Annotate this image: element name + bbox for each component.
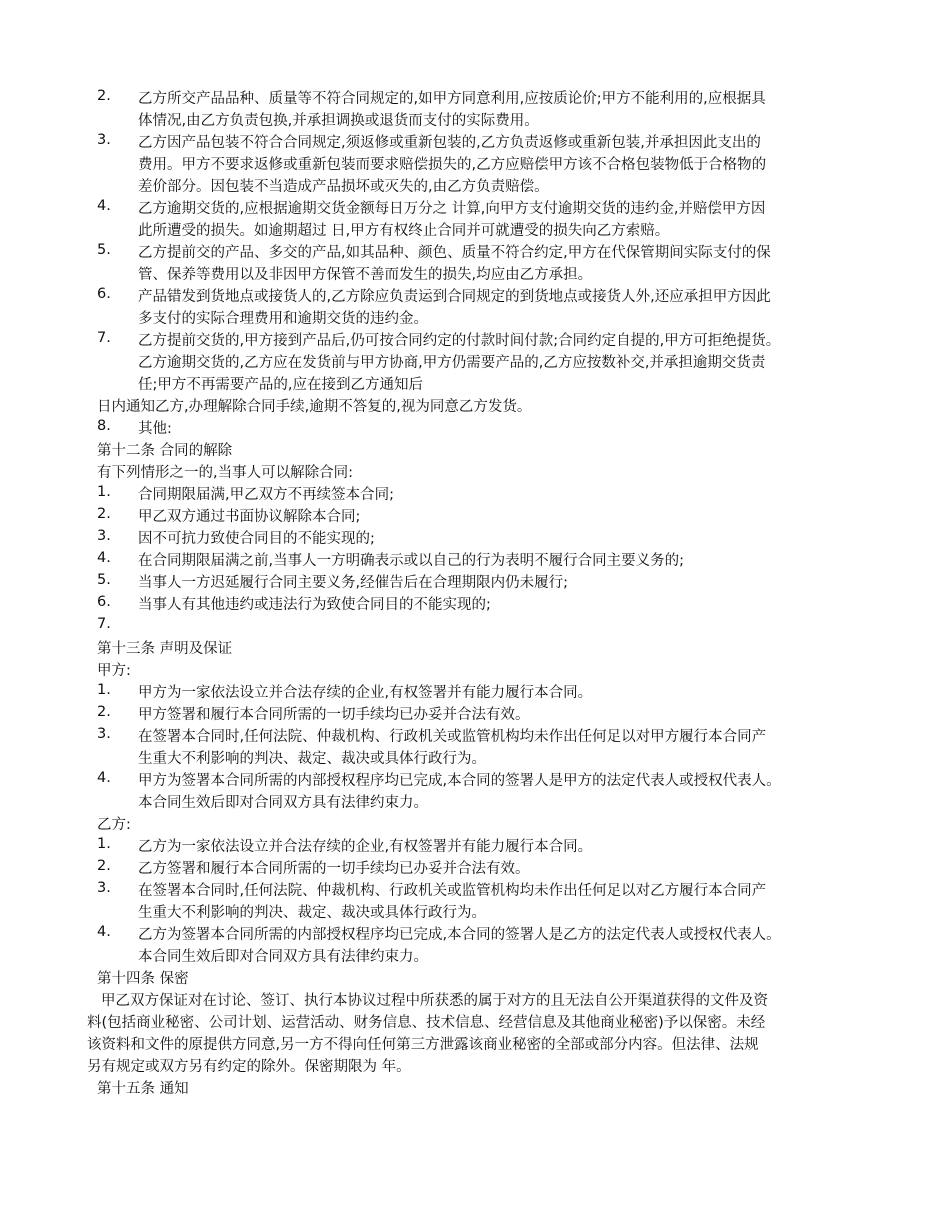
list-item (97, 880, 910, 924)
item-number: 3. (97, 880, 111, 896)
section-heading: 第十四条 保密 (97, 971, 189, 987)
text-line: 乙方所交产品品种、质量等不符合同规定的,如甲方同意利用,应按质论价;甲方不能利用的,应根据具 (138, 91, 766, 107)
text-line: 该资料和文件的原提供方同意,另一方不得向任何第三方泄露该商业秘密的全部或部分内容。但法律、法规 (87, 1037, 759, 1053)
text-line: 在签署本合同时,任何法院、仲裁机构、行政机关或监管机构均未作出任何足以对甲方履行本合同产 (138, 729, 767, 745)
item-text (138, 572, 910, 594)
item-number: 3. (97, 726, 111, 742)
item-number: 1. (97, 836, 111, 852)
item-number: 4. (97, 198, 111, 214)
item-number: 1. (97, 682, 111, 698)
item-text (138, 528, 910, 550)
text-line: 乙方为签署本合同所需的内部授权程序均已完成,本合同的签署人是乙方的法定代表人或授权代表人。 (138, 927, 781, 943)
text-line: 差价部分。因包装不当造成产品损坏或灭失的,由乙方负责赔偿。 (138, 179, 549, 195)
list-item (97, 594, 910, 616)
text-line: 生重大不利影响的判决、裁定、裁决或具体行政行为。 (138, 905, 486, 921)
item-text (138, 682, 910, 704)
item-text (138, 924, 910, 968)
item-number: 3. (97, 132, 111, 148)
item-text (138, 506, 910, 528)
item-number: 6. (97, 594, 111, 610)
text-line: 体情况,由乙方负责包换,并承担调换或退货而支付的实际费用。 (138, 113, 539, 129)
text-line: 甲方签署和履行本合同所需的一切手续均已办妥并合法有效。 (138, 707, 530, 723)
list-item (97, 88, 910, 132)
list-item (97, 286, 910, 330)
item-text (138, 484, 910, 506)
list-item (97, 572, 910, 594)
text-line: 产品错发到货地点或接货人的,乙方除应负责运到合同规定的到货地点或接货人外,还应承担甲方因此 (138, 289, 771, 305)
text-line: 乙方提前交货的,甲方接到产品后,仍可按合同约定的付款时间付款;合同约定自提的,甲方可拒绝提货。 (138, 333, 781, 349)
item-number: 2. (97, 506, 111, 522)
text-line: 多支付的实际合理费用和逾期交货的违约金。 (138, 311, 428, 327)
text-line: 管、保养等费用以及非因甲方保管不善而发生的损失,均应由乙方承担。 (138, 267, 593, 283)
text-line: 在合同期限届满之前,当事人一方明确表示或以自己的行为表明不履行合同主要义务的; (138, 553, 684, 569)
section-heading: 第十二条 合同的解除 (97, 443, 233, 459)
item-number: 8. (97, 418, 111, 434)
item-number: 3. (97, 528, 111, 544)
list-item (97, 528, 910, 550)
text-line: 当事人一方迟延履行合同主要义务,经催告后在合理期限内仍未履行; (138, 575, 568, 591)
item-number: 5. (97, 242, 111, 258)
list-item (97, 418, 910, 440)
item-number: 6. (97, 286, 111, 302)
text-line: 乙方为一家依法设立并合法存续的企业,有权签署并有能力履行本合同。 (138, 839, 593, 855)
party-label: 甲方: (97, 663, 131, 679)
list-item (97, 132, 910, 198)
list-item (97, 550, 910, 572)
text-line: 此所遭受的损失。如逾期超过 日,甲方有权终止合同并可就遭受的损失向乙方索赔。 (138, 223, 670, 239)
item-text (138, 550, 910, 572)
list-item (97, 198, 910, 242)
item-number: 4. (97, 550, 111, 566)
list-item (97, 506, 910, 528)
item-text (138, 858, 910, 880)
list-item (97, 726, 910, 770)
item-text (138, 242, 910, 286)
text-line: 乙方逾期交货的,应根据逾期交货金额每日万分之 计算,向甲方支付逾期交货的违约金,并赔偿甲方因 (138, 201, 766, 217)
list-item (97, 682, 910, 704)
item-number: 7. (97, 330, 111, 346)
item-number: 2. (97, 704, 111, 720)
item-number: 2. (97, 858, 111, 874)
text-line: 乙方提前交的产品、多交的产品,如其品种、颜色、质量不符合约定,甲方在代保管期间实际支付的保 (138, 245, 771, 261)
list-item (97, 858, 910, 880)
item-text (138, 594, 910, 616)
list-item (97, 704, 910, 726)
list-item (97, 770, 910, 814)
paragraph: 有下列情形之一的,当事人可以解除合同: (97, 465, 353, 481)
text-line: 任;甲方不再需要产品的,应在接到乙方通知后 (138, 377, 423, 393)
item-text (138, 616, 910, 638)
item-text (138, 198, 910, 242)
paragraph: 日内通知乙方,办理解除合同手续,逾期不答复的,视为同意乙方发货。 (97, 399, 532, 415)
text-line (138, 616, 910, 638)
text-line: 在签署本合同时,任何法院、仲裁机构、行政机关或监管机构均未作出任何足以对乙方履行本合同产 (138, 883, 767, 899)
party-label: 乙方: (97, 817, 131, 833)
text-line: 本合同生效后即对合同双方具有法律约束力。 (138, 795, 428, 811)
text-line: 乙方逾期交货的,乙方应在发货前与甲方协商,甲方仍需要产品的,乙方应按数补交,并承担逾期交货责 (138, 355, 766, 371)
item-number: 4. (97, 924, 111, 940)
list-item (97, 616, 910, 638)
text-line: 甲乙双方通过书面协议解除本合同; (138, 509, 361, 525)
item-text (138, 880, 910, 924)
text-line: 乙方因产品包装不符合合同规定,须返修或重新包装的,乙方负责返修或重新包装,并承担因此支出的 (138, 135, 761, 151)
text-line: 本合同生效后即对合同双方具有法律约束力。 (138, 949, 428, 965)
list-item (97, 836, 910, 858)
text-line: 料(包括商业秘密、公司计划、运营活动、财务信息、技术信息、经营信息及其他商业秘密)予以保密。未经 (87, 1015, 766, 1031)
confidentiality-paragraph (87, 990, 910, 1078)
list-item (97, 924, 910, 968)
text-line: 另有规定或双方另有约定的除外。保密期限为 年。 (87, 1059, 411, 1075)
item-text (138, 330, 910, 396)
text-line: 甲方为一家依法设立并合法存续的企业,有权签署并有能力履行本合同。 (138, 685, 593, 701)
item-text (138, 132, 910, 198)
text-line: 甲乙双方保证对在讨论、签订、执行本协议过程中所获悉的属于对方的且无法自公开渠道获得的文件及资 (101, 993, 768, 1009)
item-number: 4. (97, 770, 111, 786)
item-number: 5. (97, 572, 111, 588)
text-line: 甲方为签署本合同所需的内部授权程序均已完成,本合同的签署人是甲方的法定代表人或授权代表人。 (138, 773, 781, 789)
item-text (138, 726, 910, 770)
item-text (138, 286, 910, 330)
item-text (138, 704, 910, 726)
item-text (138, 770, 910, 814)
text-line: 当事人有其他违约或违法行为致使合同目的不能实现的; (138, 597, 491, 613)
item-text (138, 836, 910, 858)
text-line: 费用。甲方不要求返修或重新包装而要求赔偿损失的,乙方应赔偿甲方该不合格包装物低于合格物的 (138, 157, 767, 173)
list-item (97, 330, 910, 396)
text-line: 乙方签署和履行本合同所需的一切手续均已办妥并合法有效。 (138, 861, 530, 877)
text-line: 其他: (138, 421, 172, 437)
item-text (138, 418, 910, 440)
text-line: 因不可抗力致使合同目的不能实现的; (138, 531, 375, 547)
item-number: 1. (97, 484, 111, 500)
section-heading: 第十五条 通知 (97, 1081, 189, 1097)
list-item (97, 484, 910, 506)
text-line: 生重大不利影响的判决、裁定、裁决或具体行政行为。 (138, 751, 486, 767)
list-item (97, 242, 910, 286)
item-number: 2. (97, 88, 111, 104)
item-text (138, 88, 910, 132)
text-line: 合同期限届满,甲乙双方不再续签本合同; (138, 487, 394, 503)
item-number: 7. (97, 616, 111, 632)
section-heading: 第十三条 声明及保证 (97, 641, 233, 657)
